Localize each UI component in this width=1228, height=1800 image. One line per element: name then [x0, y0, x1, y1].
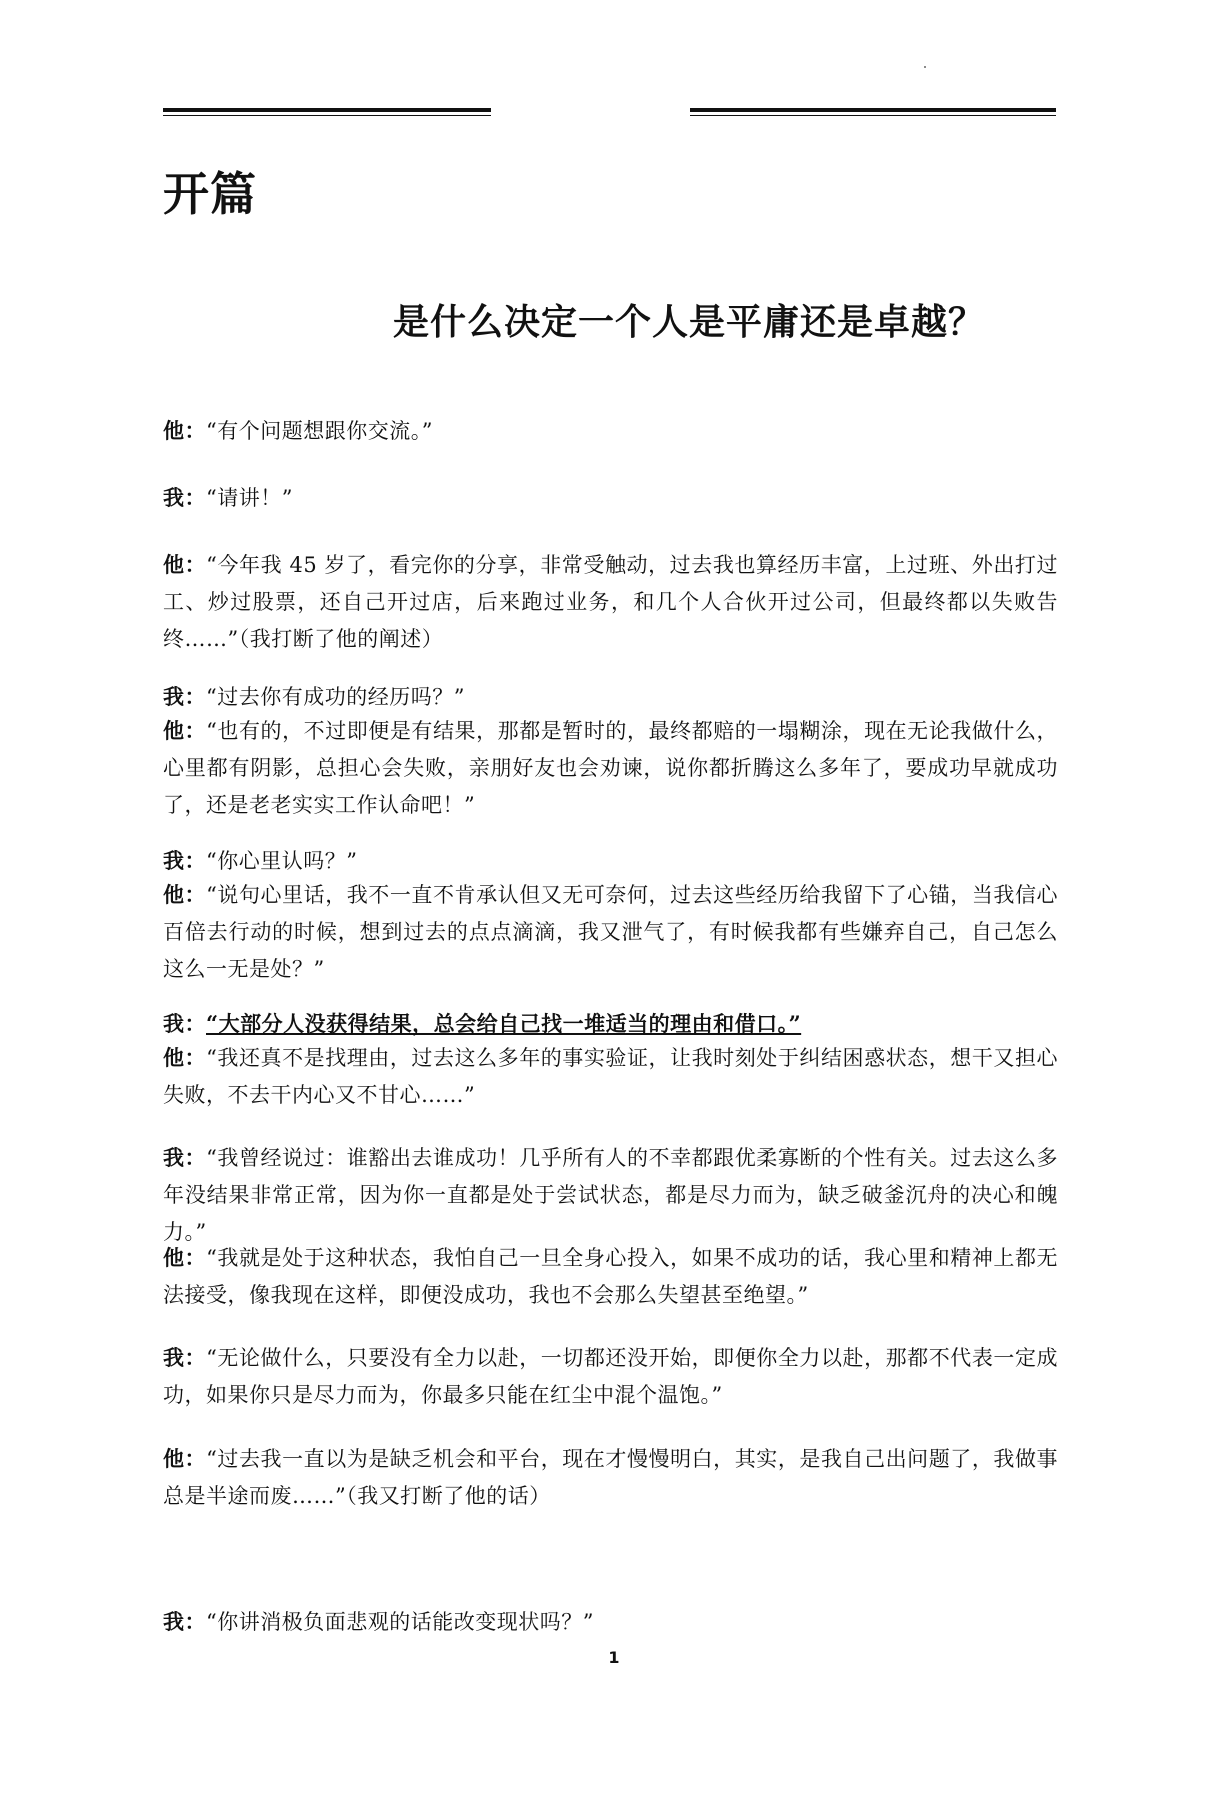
dialogue-line: [163, 546, 1058, 658]
dialogue-text: “请讲！”: [206, 486, 293, 510]
speaker-label: 他：: [163, 1045, 207, 1070]
dialogue-line: [163, 678, 1058, 716]
dialogue-text: “今年我 45 岁了，看完你的分享，非常受触动，过去我也算经历丰富，上过班、外出打过工、炒过股票，还自己开过店，后来跑过业务，和几个人合伙开过公司，但最终都以失败告终……”（我打断了他的阐述）: [163, 553, 1058, 651]
top-rule-right: [690, 108, 1056, 116]
dialogue-text: “无论做什么，只要没有全力以赴，一切都还没开始，即便你全力以赴，那都不代表一定成功，如果你只是尽力而为，你最多只能在红尘中混个温饱。”: [163, 1346, 1059, 1407]
dialogue-line: [163, 412, 1058, 450]
speaker-label: 我：: [163, 684, 206, 709]
dialogue-line: [163, 1339, 1058, 1414]
dialogue-text: “我曾经说过：谁豁出去谁成功！几乎所有人的不幸都跟优柔寡断的个性有关。过去这么多年没结果非常正常，因为你一直都是处于尝试状态，都是尽力而为，缺乏破釜沉舟的决心和魄力。”: [163, 1146, 1059, 1244]
speaker-label: 我：: [163, 1145, 207, 1170]
speaker-label: 他：: [163, 1446, 207, 1471]
dialogue-line: [163, 1603, 1058, 1641]
dialogue-text: “有个问题想跟你交流。”: [206, 419, 433, 443]
page-title: 是什么决定一个人是平庸还是卓越？: [392, 302, 985, 343]
dialogue-text: “你心里认吗？”: [206, 849, 358, 873]
dialogue-line: [163, 1139, 1058, 1251]
chapter-heading: 开篇: [163, 167, 257, 221]
speaker-label: 我：: [163, 1011, 206, 1036]
dialogue-line: [163, 1005, 1058, 1043]
speaker-label: 我：: [163, 848, 206, 873]
page-number: 1: [608, 1648, 620, 1667]
speaker-label: 他：: [163, 718, 207, 743]
dialogue-text: “过去你有成功的经历吗？”: [206, 685, 465, 709]
dialogue-line: [163, 842, 1058, 880]
dialogue-text: “也有的，不过即便是有结果，那都是暂时的，最终都赔的一塌糊涂，现在无论我做什么，心里都有阴影，总担心会失败，亲朋好友也会劝谏，说你都折腾这么多年了，要成功早就成功了，还是老老实实工作认命吧！”: [163, 719, 1059, 817]
highlighted-quote: “大部分人没获得结果，总会给自己找一堆适当的理由和借口。”: [206, 1011, 802, 1036]
speaker-label: 他：: [163, 882, 207, 907]
speaker-label: 我：: [163, 485, 206, 510]
dialogue-text: “我就是处于这种状态，我怕自己一旦全身心投入，如果不成功的话，我心里和精神上都无法接受，像我现在这样，即便没成功，我也不会那么失望甚至绝望。”: [163, 1246, 1059, 1307]
speaker-label: 他：: [163, 552, 207, 577]
speaker-label: 我：: [163, 1609, 206, 1634]
speaker-label: 我：: [163, 1345, 207, 1370]
dialogue-text: “你讲消极负面悲观的话能改变现状吗？”: [206, 1610, 594, 1634]
dialogue-line: [163, 1440, 1058, 1515]
dialogue-line: [163, 1239, 1058, 1314]
dialogue-line: [163, 1039, 1058, 1114]
speaker-label: 他：: [163, 418, 206, 443]
speck: [924, 66, 926, 68]
speaker-label: 他：: [163, 1245, 207, 1270]
dialogue-text: “过去我一直以为是缺乏机会和平台，现在才慢慢明白，其实，是我自己出问题了，我做事总是半途而废……”（我又打断了他的话）: [163, 1447, 1059, 1508]
dialogue-text: “说句心里话，我不一直不肯承认但又无可奈何，过去这些经历给我留下了心锚，当我信心百倍去行动的时候，想到过去的点点滴滴，我又泄气了，有时候我都有些嫌弃自己，自己怎么这么一无是处？”: [163, 883, 1059, 981]
top-rule-left: [163, 108, 491, 116]
dialogue-text: “我还真不是找理由，过去这么多年的事实验证，让我时刻处于纠结困惑状态，想干又担心失败，不去干内心又不甘心……”: [163, 1046, 1059, 1107]
dialogue-line: [163, 876, 1058, 988]
dialogue-line: [163, 479, 1058, 517]
dialogue-line: [163, 712, 1058, 824]
